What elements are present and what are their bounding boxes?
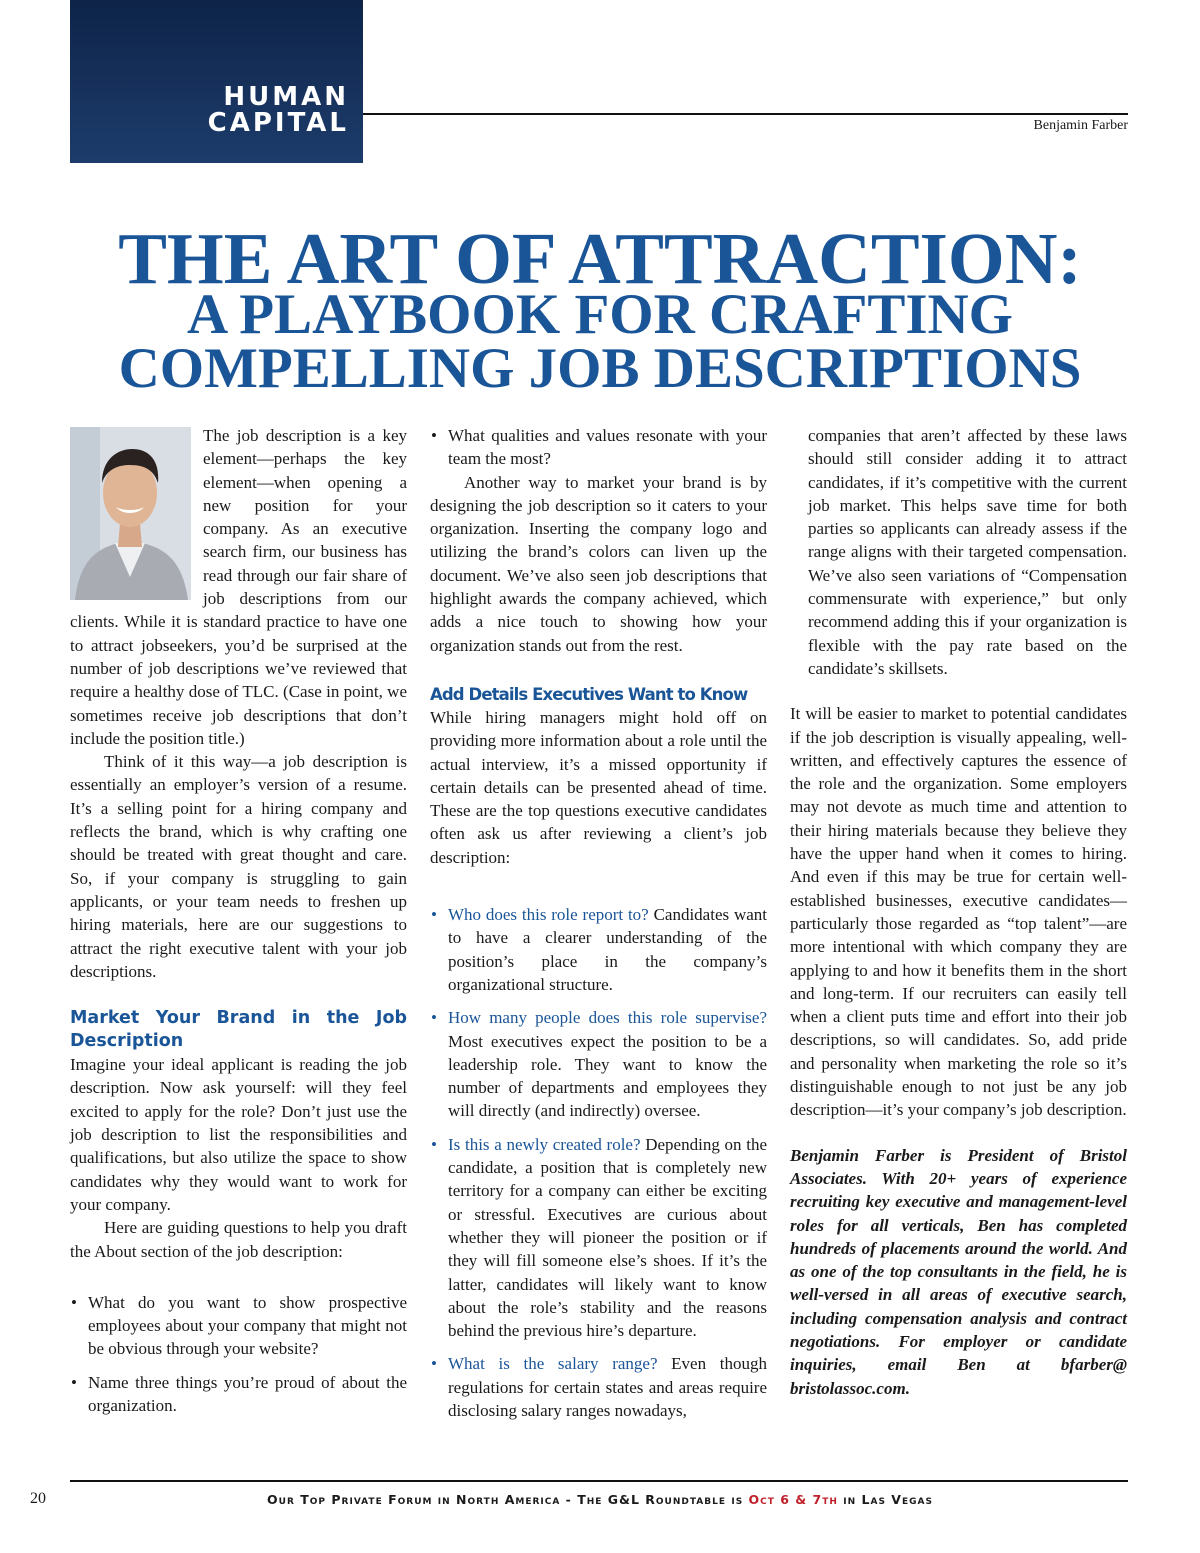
section-label-line2: CAPITAL <box>207 108 349 138</box>
spacer <box>430 869 767 903</box>
answer-text: Most executives expect the position to be a leadership role. They want to know the number of departments and employees they will directly (and indirectly) oversee. <box>448 1031 767 1121</box>
spacer <box>790 680 1127 702</box>
author-bio: Benjamin Farber is President of Bristol Associates. With 20+ years of experience recruiting key executive and management-level roles for all verticals, Ben has completed hundreds of placements around the world. And as one of the top consultants in the field, he is well-versed in all areas of executive search, including compensation analysis and contract negotiations. For employer or candidate inquiries, email Ben at bfarber@ bristolassoc.com. <box>790 1145 1127 1398</box>
article-title-line2: A PLAYBOOK FOR CRAFTING <box>186 283 1014 346</box>
section-heading: Market Your Brand in the Job Description <box>70 1008 407 1052</box>
footer-banner <box>200 1492 1000 1507</box>
header-author: Benjamin Farber <box>1033 118 1128 133</box>
page-number: 20 <box>30 1490 46 1507</box>
article-column-2 <box>430 424 767 1422</box>
list-item: • What qualities and values resonate with your team the most? <box>430 424 767 471</box>
answer-text: Candidates want to have a clearer understanding of the position’s place in the company’s organizational structure. <box>448 905 767 994</box>
paragraph: Think of it this way—a job description is essentially an employer’s version of a resume. It’s a selling point for a hiring company and reflects the brand, which is why crafting one should be treated with great thought and care. So, if your company is struggling to gain applicants, or your team needs to freshen up hiring materials, here are our suggestions to attract the right executive talent with your job descriptions. <box>70 752 407 981</box>
intro-paragraph: The job description is a key element—perhaps the key element—when opening a new position for your company. As an executive search firm, our business has read through our fair share of job descriptions from our clients. While it is standard practice to have one to attract jobseekers, you’d be surprised at the number of job descriptions we’ve reviewed that require a healthy dose of TLC. (Case in point, we sometimes receive job descriptions that don’t include the position title.) <box>70 426 407 748</box>
article-title-line1: THE ART OF ATTRACTION: <box>118 218 1082 299</box>
question-text: How many people does this role supervise? <box>448 1008 767 1028</box>
list-item: • Name three things you’re proud of about the organization. <box>70 1371 407 1418</box>
header-rule <box>363 113 1128 115</box>
footer-text-end: in Las Vegas <box>837 1492 933 1507</box>
paragraph: While hiring managers might hold off on providing more information about a role until the actual interview, it’s a missed opportunity if certain details can be presented ahead of time. These are the top questions executive candidates often ask us after reviewing a client’s job description: <box>430 707 767 867</box>
section-banner <box>70 0 363 163</box>
question-text: Who does this role report to? <box>448 905 649 925</box>
author-photo <box>70 427 191 600</box>
list-item: • What do you want to show prospective employees about your company that might not be obvious through your website? <box>70 1291 407 1361</box>
footer-rule <box>70 1480 1128 1482</box>
answer-text: Even though regulations for certain states and areas require disclosing salary ranges nowadays, <box>448 1354 767 1420</box>
list-item <box>430 1352 767 1422</box>
guiding-questions-list-continued <box>430 424 767 471</box>
list-item-continued: companies that aren’t affected by these laws should still consider adding it to attract candidates, if it’s competitive with the current job market. This helps save time for both parties so applicants can already assess if the range aligns with their targeted compensation. We’ve also seen variations of “Compensation commensurate with experience,” but only recommend adding this if your organization is flexible with the pay rate based on the candidate’s skillsets. <box>808 426 1127 678</box>
spacer <box>70 983 407 1007</box>
guiding-questions-list <box>70 1291 407 1417</box>
paragraph: Another way to market your brand is by designing the job description so it caters to your organization. Inserting the company logo and utilizing the brand’s colors can liven up the document. We’ve also seen job descriptions that highlight awards the company achieved, which adds a nice touch to showing how your organization stands out from the rest. <box>430 472 767 655</box>
question-text: What is the salary range? <box>448 1354 658 1374</box>
footer-text: Our Top Private Forum in North America - The G&L Roundtable is <box>267 1492 749 1507</box>
section-heading: Add Details Executives Want to Know <box>430 684 748 704</box>
executive-questions-list <box>430 903 767 1422</box>
list-item <box>430 1006 767 1122</box>
section-label-line1: HUMAN <box>223 82 349 112</box>
article-column-1 <box>70 424 407 1427</box>
article-column-3 <box>790 424 1127 1400</box>
spacer <box>790 1122 1127 1144</box>
list-item <box>430 903 767 996</box>
paragraph: Imagine your ideal applicant is reading the job description. Now ask yourself: will they feel excited to apply for the role? Don’t just use the job description to list the responsibilities and qualifications, but also utilize the space to show candidates why they would want to work for your company. <box>70 1055 407 1214</box>
list-item <box>430 1133 767 1343</box>
paragraph: It will be easier to market to potential candidates if the job description is visually appealing, well-written, and effectively captures the essence of the role and the organization. Some employers may not devote as much time and attention to their hiring materials because they believe they have the upper hand when it comes to hiring. And even if this may be true for certain well-established businesses, executive candidates—particularly those regarded as “top talent”—are more intentional with which company they are applying to and how it benefits them in the short and long-term. If our recruiters can easily tell when a client puts time and effort into their job descriptions, so will candidates. So, add pride and personality when marketing the role so it’s distinguishable enough to not just be any job description—it’s your company’s job description. <box>790 704 1127 1120</box>
footer-date-highlight: Oct 6 & 7th <box>748 1492 838 1507</box>
article-title-line3: COMPELLING JOB DESCRIPTIONS <box>118 337 1082 400</box>
spacer <box>430 657 767 683</box>
paragraph: Here are guiding questions to help you draft the About section of the job description: <box>70 1218 407 1261</box>
answer-text: Depending on the candidate, a position that is completely new territory for a company can either be exciting or stressful. Executives are curious about whether they will pioneer the position or if they will fill someone else’s shoes. If it’s the latter, candidates will likely want to know about the role’s stability and the reasons behind the previous hire’s departure. <box>448 1134 768 1341</box>
question-text: Is this a newly created role? <box>448 1134 641 1154</box>
spacer <box>70 1263 407 1291</box>
